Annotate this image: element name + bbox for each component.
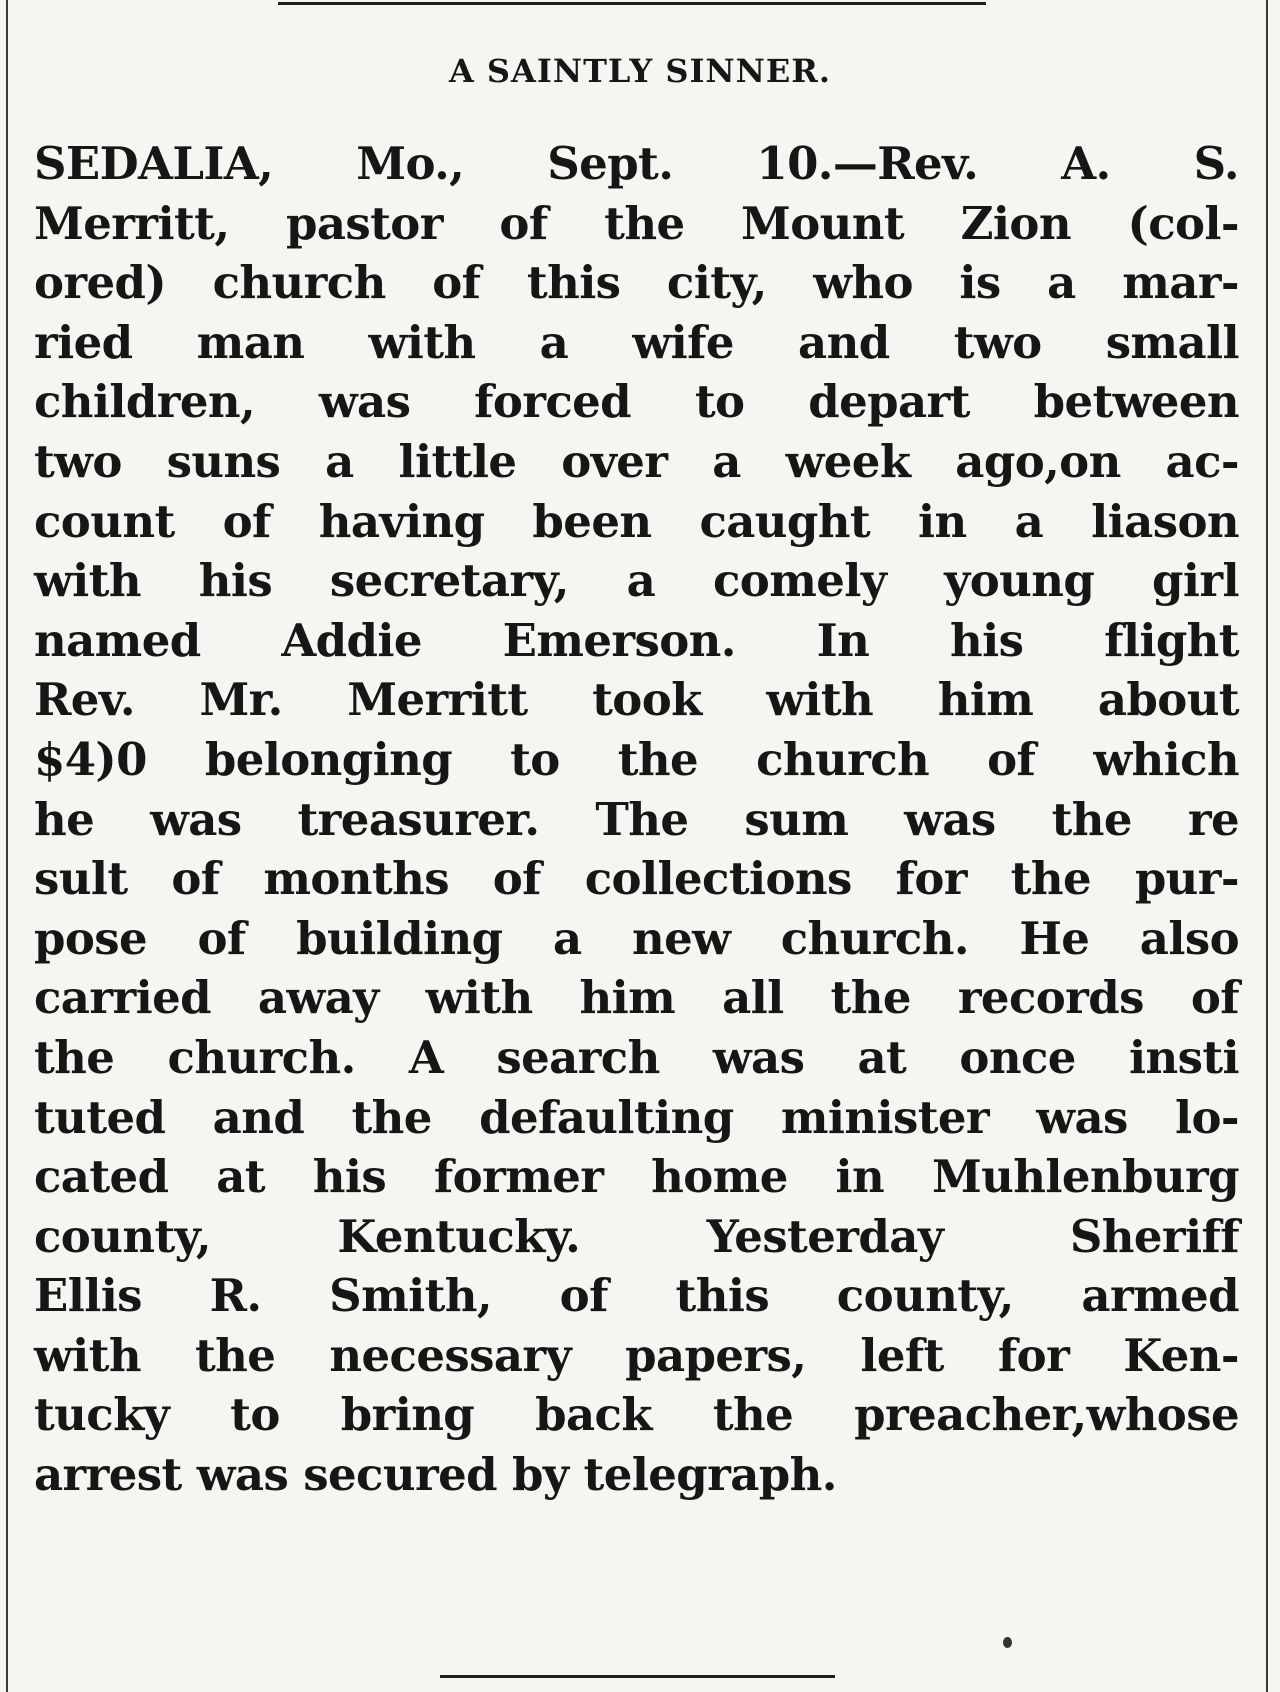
article-line: sult of months of collections for the pur- xyxy=(34,852,1239,906)
article-line: he was treasurer. The sum was the re xyxy=(34,792,1239,846)
article-line: Rev. Mr. Merritt took with him about xyxy=(34,673,1239,727)
article-line: $4)0 belonging to the church of which xyxy=(34,732,1239,786)
article-line: Merritt, pastor of the Mount Zion (col- xyxy=(34,196,1239,250)
article-line: children, was forced to depart between xyxy=(34,375,1239,429)
article-headline: A SAINTLY SINNER. xyxy=(448,52,832,90)
article-line: named Addie Emerson. In his flight xyxy=(34,613,1239,667)
article-line: Ellis R. Smith, of this county, armed xyxy=(34,1269,1239,1323)
article-line: ried man with a wife and two small xyxy=(34,315,1239,369)
article-line: carried away with him all the records of xyxy=(34,971,1239,1025)
column-rule-left xyxy=(6,0,8,1692)
article-line: tuted and the defaulting minister was lo- xyxy=(34,1090,1239,1144)
bottom-rule xyxy=(440,1675,835,1678)
top-rule xyxy=(278,2,986,5)
column-rule-right xyxy=(1266,0,1268,1692)
article-line: county, Kentucky. Yesterday Sheriff xyxy=(34,1209,1239,1263)
article-line: with his secretary, a comely young girl xyxy=(34,554,1239,608)
article-line: cated at his former home in Muhlenburg xyxy=(34,1150,1239,1204)
article-line: ored) church of this city, who is a mar- xyxy=(34,256,1239,310)
article-line: two suns a little over a week ago,on ac- xyxy=(34,434,1239,488)
article-line: SEDALIA, Mo., Sept. 10.—Rev. A. S. xyxy=(34,137,1239,190)
article-line: pose of building a new church. He also xyxy=(34,911,1239,965)
article-line: count of having been caught in a liason xyxy=(34,494,1239,548)
article-body xyxy=(34,134,1239,1505)
ink-speck xyxy=(1003,1637,1012,1648)
article-line: the church. A search was at once insti xyxy=(34,1030,1239,1084)
article-line: with the necessary papers, left for Ken- xyxy=(34,1328,1239,1382)
article-line: tucky to bring back the preacher,whose xyxy=(34,1388,1239,1442)
article-line: arrest was secured by telegraph. xyxy=(34,1448,837,1502)
